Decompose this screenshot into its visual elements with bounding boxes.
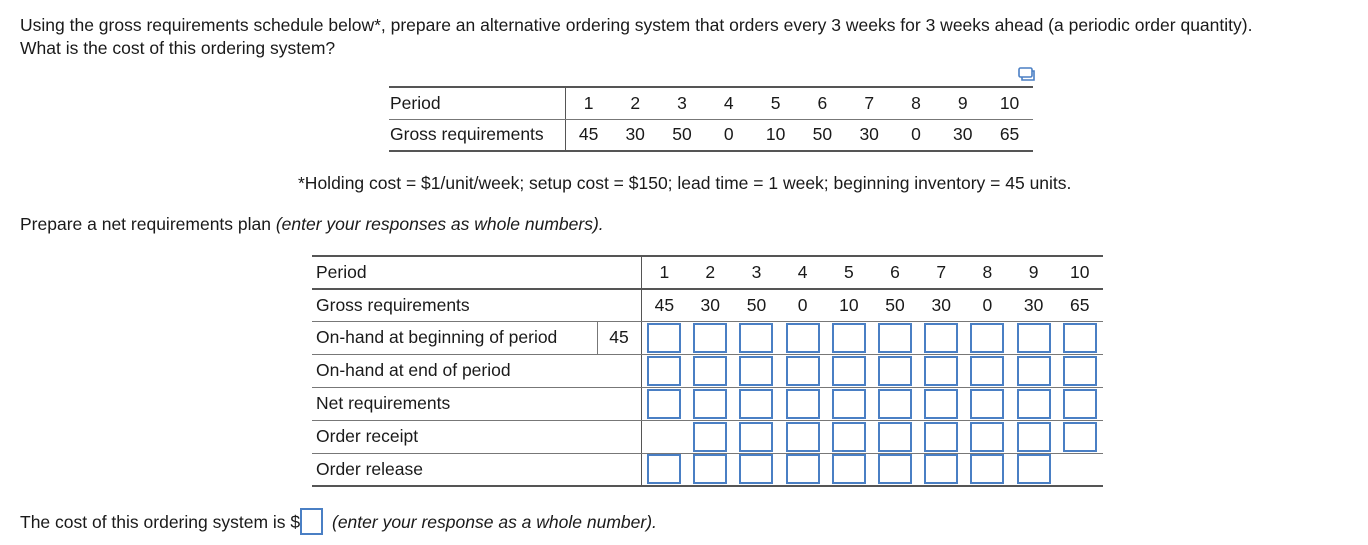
plan-gross-value: 30 — [1011, 289, 1057, 321]
plan-gross-value: 65 — [1057, 289, 1103, 321]
plan-period: 10 — [1057, 256, 1103, 289]
plan-net-label: Net requirements — [312, 387, 641, 420]
prepare-text: Prepare a net requirements plan — [20, 214, 276, 234]
receipt-cell — [964, 420, 1010, 453]
plan-period: 3 — [733, 256, 779, 289]
onhand-end-cell — [687, 354, 733, 387]
plan-release-label: Order release — [312, 453, 641, 486]
schedule-gross-value: 50 — [659, 119, 706, 151]
schedule-gross-value: 65 — [986, 119, 1033, 151]
schedule-period: 6 — [799, 87, 846, 119]
plan-period: 8 — [964, 256, 1010, 289]
onhand-end-input[interactable] — [786, 356, 820, 386]
onhand-end-cell — [872, 354, 918, 387]
order-release-input[interactable] — [970, 454, 1004, 484]
cost-input[interactable] — [300, 508, 323, 535]
schedule-gross-value: 0 — [705, 119, 752, 151]
onhand-begin-cell — [964, 321, 1010, 354]
receipt-cell — [780, 420, 826, 453]
prepare-instruction — [20, 214, 604, 235]
net-cell — [826, 387, 872, 420]
release-cell — [641, 453, 687, 486]
onhand-end-input[interactable] — [693, 356, 727, 386]
onhand-begin-cell — [826, 321, 872, 354]
receipt-cell — [1057, 420, 1103, 453]
schedule-gross-value: 30 — [846, 119, 893, 151]
net-cell — [780, 387, 826, 420]
net-requirement-input[interactable] — [970, 389, 1004, 419]
plan-period: 7 — [918, 256, 964, 289]
onhand-end-cell — [780, 354, 826, 387]
onhand-begin-input[interactable] — [786, 323, 820, 353]
receipt-cell — [872, 420, 918, 453]
schedule-period: 5 — [752, 87, 799, 119]
net-requirements-plan — [312, 255, 1103, 487]
plan-gross-value: 0 — [964, 289, 1010, 321]
onhand-begin-input[interactable] — [924, 323, 958, 353]
cost-hint: (enter your response as a whole number). — [332, 512, 657, 533]
net-cell — [918, 387, 964, 420]
onhand-begin-input[interactable] — [739, 323, 773, 353]
schedule-gross-value: 30 — [612, 119, 659, 151]
onhand-end-input[interactable] — [647, 356, 681, 386]
question-line-2: What is the cost of this ordering system? — [20, 38, 336, 58]
onhand-end-cell — [826, 354, 872, 387]
schedule-gross-value: 0 — [893, 119, 940, 151]
net-cell — [687, 387, 733, 420]
plan-gross-value: 30 — [687, 289, 733, 321]
onhand-end-input[interactable] — [878, 356, 912, 386]
onhand-begin-cell — [1011, 321, 1057, 354]
plan-period: 2 — [687, 256, 733, 289]
net-cell — [1057, 387, 1103, 420]
order-release-input[interactable] — [924, 454, 958, 484]
schedule-gross-label: Gross requirements — [389, 119, 565, 151]
release-cell — [918, 453, 964, 486]
cost-question — [20, 510, 657, 537]
schedule-period: 8 — [893, 87, 940, 119]
onhand-end-cell — [733, 354, 779, 387]
order-release-input[interactable] — [693, 454, 727, 484]
schedule-period-label: Period — [389, 87, 565, 119]
plan-gross-value: 50 — [872, 289, 918, 321]
onhand-begin-input[interactable] — [647, 323, 681, 353]
order-receipt-input[interactable] — [1017, 422, 1051, 452]
receipt-cell-empty — [641, 420, 687, 453]
onhand-end-cell — [918, 354, 964, 387]
order-receipt-input[interactable] — [878, 422, 912, 452]
plan-gross-label: Gross requirements — [312, 289, 641, 321]
net-requirement-input[interactable] — [693, 389, 727, 419]
release-cell — [964, 453, 1010, 486]
release-cell-empty — [1057, 453, 1103, 486]
order-release-input[interactable] — [832, 454, 866, 484]
question-line-1: Using the gross requirements schedule below*, prepare an alternative ordering system that orders every 3 weeks for 3 weeks ahead (a periodic order quantity). — [20, 15, 1253, 35]
net-requirement-input[interactable] — [739, 389, 773, 419]
schedule-period: 9 — [939, 87, 986, 119]
plan-period: 4 — [780, 256, 826, 289]
receipt-cell — [733, 420, 779, 453]
onhand-begin-input[interactable] — [970, 323, 1004, 353]
net-requirement-input[interactable] — [878, 389, 912, 419]
footnote: *Holding cost = $1/unit/week; setup cost = $150; lead time = 1 week; beginning inventory = 45 units. — [298, 173, 1072, 193]
schedule-period: 7 — [846, 87, 893, 119]
release-cell — [826, 453, 872, 486]
onhand-end-input[interactable] — [832, 356, 866, 386]
copy-icon[interactable] — [1018, 66, 1036, 82]
release-cell — [872, 453, 918, 486]
plan-gross-value: 50 — [733, 289, 779, 321]
order-release-input[interactable] — [1017, 454, 1051, 484]
order-receipt-input[interactable] — [924, 422, 958, 452]
plan-receipt-label: Order receipt — [312, 420, 641, 453]
onhand-end-cell — [641, 354, 687, 387]
net-cell — [964, 387, 1010, 420]
plan-period: 9 — [1011, 256, 1057, 289]
order-receipt-input[interactable] — [832, 422, 866, 452]
net-requirement-input[interactable] — [786, 389, 820, 419]
plan-onhand-begin-label: On-hand at beginning of period — [312, 321, 597, 354]
order-release-input[interactable] — [647, 454, 681, 484]
net-cell — [733, 387, 779, 420]
net-requirement-input[interactable] — [924, 389, 958, 419]
question-text — [20, 14, 1252, 60]
order-receipt-input[interactable] — [970, 422, 1004, 452]
onhand-end-input[interactable] — [1063, 356, 1097, 386]
schedule-period: 2 — [612, 87, 659, 119]
net-cell — [641, 387, 687, 420]
schedule-period: 3 — [659, 87, 706, 119]
onhand-begin-cell — [872, 321, 918, 354]
plan-period: 5 — [826, 256, 872, 289]
receipt-cell — [918, 420, 964, 453]
order-release-input[interactable] — [739, 454, 773, 484]
onhand-begin-input[interactable] — [693, 323, 727, 353]
net-cell — [872, 387, 918, 420]
net-requirement-input[interactable] — [832, 389, 866, 419]
onhand-end-cell — [1011, 354, 1057, 387]
onhand-begin-input[interactable] — [1017, 323, 1051, 353]
schedule-gross-value: 45 — [565, 119, 612, 151]
receipt-cell — [826, 420, 872, 453]
order-receipt-input[interactable] — [1063, 422, 1097, 452]
onhand-begin-cell — [733, 321, 779, 354]
plan-gross-value: 10 — [826, 289, 872, 321]
onhand-begin-cell — [641, 321, 687, 354]
net-cell — [1011, 387, 1057, 420]
schedule-gross-value: 10 — [752, 119, 799, 151]
onhand-end-input[interactable] — [739, 356, 773, 386]
order-receipt-input[interactable] — [739, 422, 773, 452]
onhand-begin-input[interactable] — [832, 323, 866, 353]
plan-gross-value: 30 — [918, 289, 964, 321]
order-release-input[interactable] — [786, 454, 820, 484]
onhand-begin-cell — [687, 321, 733, 354]
plan-gross-value: 45 — [641, 289, 687, 321]
plan-gross-value: 0 — [780, 289, 826, 321]
plan-period-label: Period — [312, 256, 641, 289]
schedule-gross-value: 30 — [939, 119, 986, 151]
order-release-input[interactable] — [878, 454, 912, 484]
onhand-begin-input[interactable] — [878, 323, 912, 353]
order-receipt-input[interactable] — [693, 422, 727, 452]
net-requirement-input[interactable] — [1017, 389, 1051, 419]
schedule-period: 10 — [986, 87, 1033, 119]
prepare-hint: (enter your responses as whole numbers). — [275, 214, 604, 234]
schedule-period: 1 — [565, 87, 612, 119]
onhand-begin-input[interactable] — [1063, 323, 1097, 353]
plan-period: 6 — [872, 256, 918, 289]
onhand-end-input[interactable] — [924, 356, 958, 386]
onhand-end-cell — [1057, 354, 1103, 387]
receipt-cell — [687, 420, 733, 453]
plan-period: 1 — [641, 256, 687, 289]
schedule-gross-value: 50 — [799, 119, 846, 151]
beginning-inventory-value: 45 — [597, 321, 641, 354]
net-requirement-input[interactable] — [647, 389, 681, 419]
onhand-end-cell — [964, 354, 1010, 387]
release-cell — [733, 453, 779, 486]
net-requirement-input[interactable] — [1063, 389, 1097, 419]
onhand-end-input[interactable] — [1017, 356, 1051, 386]
plan-onhand-end-label: On-hand at end of period — [312, 354, 641, 387]
onhand-begin-cell — [780, 321, 826, 354]
schedule-period: 4 — [705, 87, 752, 119]
release-cell — [1011, 453, 1057, 486]
receipt-cell — [1011, 420, 1057, 453]
release-cell — [780, 453, 826, 486]
release-cell — [687, 453, 733, 486]
gross-requirements-schedule — [389, 86, 1033, 152]
onhand-begin-cell — [918, 321, 964, 354]
onhand-begin-cell — [1057, 321, 1103, 354]
cost-text: The cost of this ordering system is $ — [20, 512, 301, 533]
onhand-end-input[interactable] — [970, 356, 1004, 386]
order-receipt-input[interactable] — [786, 422, 820, 452]
